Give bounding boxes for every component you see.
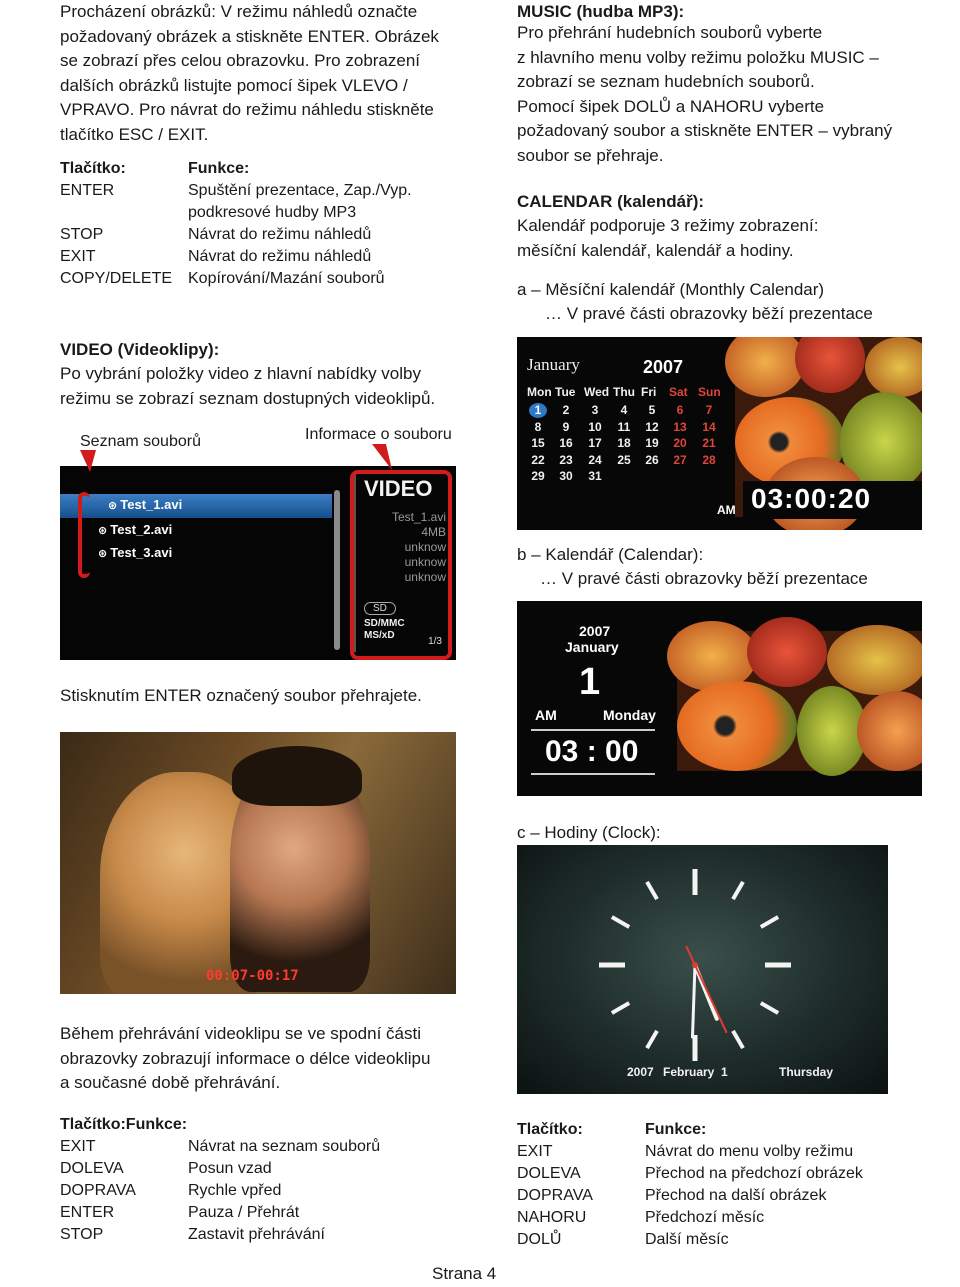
minute-hand bbox=[692, 965, 695, 1037]
clock-tick bbox=[733, 882, 743, 899]
calendar-day[interactable]: 31 bbox=[588, 469, 602, 483]
mode-a-label: a – Měsíční kalendář (Monthly Calendar) bbox=[517, 280, 825, 299]
month-name: January bbox=[527, 355, 580, 374]
divider bbox=[531, 729, 655, 731]
calendar-day[interactable]: 10 bbox=[588, 419, 602, 434]
calendar-day[interactable]: 18 bbox=[617, 436, 631, 450]
table-key: EXIT bbox=[517, 1143, 553, 1160]
table-key: COPY/DELETE bbox=[60, 270, 173, 287]
calendar-day[interactable]: 26 bbox=[645, 452, 659, 467]
second-hand-tail bbox=[695, 965, 726, 1032]
video-description: Po vybrání položky video z hlavní nabídky volby režimu se zobrazí seznam dostupných videoklipů. bbox=[60, 364, 436, 408]
clock-tick bbox=[733, 1031, 743, 1048]
playback-description: Během přehrávání videoklipu se ve spodní části obrazovky zobrazují informace o délce videoklipu a současné době přehrávání. bbox=[60, 1024, 431, 1092]
daily-calendar-screen bbox=[517, 601, 922, 796]
table-key: DOPRAVA bbox=[60, 1182, 136, 1199]
daily-time: 03 : 00 bbox=[545, 735, 639, 768]
page-indicator: 1/3 bbox=[428, 636, 442, 647]
table-header-func: Funkce: bbox=[188, 160, 250, 177]
calendar-day[interactable]: 15 bbox=[531, 436, 545, 450]
year: 2007 bbox=[643, 357, 684, 377]
weekday-label: Wed bbox=[584, 385, 610, 399]
daily-weekday: Monday bbox=[603, 707, 656, 723]
calendar-heading: CALENDAR (kalendář): bbox=[517, 192, 705, 211]
table-header: Tlačítko:Funkce: bbox=[60, 1116, 188, 1133]
fruit bbox=[725, 337, 805, 397]
ampm: AM bbox=[717, 503, 736, 517]
callout-file-list bbox=[78, 492, 90, 578]
file-item[interactable]: ⊛ Test_3.avi bbox=[98, 545, 173, 560]
mode-a-note: … V pravé části obrazovky běží prezentace bbox=[545, 304, 873, 323]
calendar-day[interactable]: 5 bbox=[648, 403, 656, 417]
table-value: Rychle vpřed bbox=[188, 1182, 282, 1199]
clock-tick bbox=[612, 1003, 629, 1013]
clock-center bbox=[692, 962, 698, 968]
pointer-file-list bbox=[80, 450, 96, 472]
man-hair bbox=[232, 746, 362, 806]
table-value: podkresové hudby MP3 bbox=[188, 204, 357, 221]
monthly-calendar-screen bbox=[517, 337, 922, 530]
table-header-func: Funkce: bbox=[645, 1121, 707, 1138]
table-value: Přechod na další obrázek bbox=[645, 1187, 827, 1204]
table-key: EXIT bbox=[60, 248, 96, 265]
table-key: DOLEVA bbox=[60, 1160, 124, 1177]
calendar-day[interactable]: 20 bbox=[673, 436, 687, 450]
label-file-info: Informace o souboru bbox=[305, 426, 452, 443]
table-key: DOPRAVA bbox=[517, 1187, 593, 1204]
fruit bbox=[857, 691, 922, 771]
calendar-day[interactable]: 16 bbox=[559, 436, 573, 450]
calendar-day[interactable]: 7 bbox=[705, 403, 713, 417]
fruit bbox=[677, 681, 797, 771]
table-key: EXIT bbox=[60, 1138, 96, 1155]
calendar-day[interactable]: 22 bbox=[531, 452, 545, 467]
table-key: STOP bbox=[60, 1226, 104, 1243]
calendar-day[interactable]: 27 bbox=[673, 452, 687, 467]
calendar-day[interactable]: 11 bbox=[617, 419, 631, 434]
file-icon: ⊛ bbox=[98, 525, 111, 537]
clock-day: 1 bbox=[721, 1065, 728, 1079]
calendar-day[interactable]: 25 bbox=[617, 452, 631, 467]
calendar-day[interactable]: 13 bbox=[673, 419, 687, 434]
calendar-day[interactable]: 19 bbox=[645, 436, 659, 450]
second-hand bbox=[687, 947, 695, 965]
calendar-day[interactable]: 8 bbox=[534, 419, 542, 434]
calendar-day[interactable]: 17 bbox=[588, 436, 602, 450]
daily-year: 2007 bbox=[579, 623, 611, 639]
table-key: ENTER bbox=[60, 1204, 115, 1221]
weekday-label: Sun bbox=[698, 385, 721, 399]
clock-tick bbox=[612, 917, 629, 927]
daily-day: 1 bbox=[579, 661, 601, 703]
video-timecode: 00:07-00:17 bbox=[206, 968, 299, 984]
weekday-label: Tue bbox=[555, 385, 576, 399]
divider bbox=[531, 773, 655, 775]
clock-year: 2007 bbox=[627, 1065, 654, 1079]
fruit bbox=[865, 337, 922, 397]
enter-instruction: Stisknutím ENTER označený soubor přehrajete. bbox=[60, 686, 422, 705]
table-key: ENTER bbox=[60, 182, 115, 199]
fruit-slideshow bbox=[677, 631, 922, 771]
clock-weekday: Thursday bbox=[779, 1065, 834, 1079]
callout-pointers bbox=[60, 440, 460, 480]
clock-tick bbox=[761, 917, 778, 927]
clock-month: February bbox=[663, 1065, 715, 1079]
panel-title: VIDEO bbox=[364, 476, 433, 501]
calendar-day[interactable]: 1 bbox=[529, 403, 547, 418]
callout-file-info bbox=[350, 470, 452, 660]
table-value: Návrat do menu volby režimu bbox=[645, 1143, 854, 1160]
video-frame bbox=[60, 732, 456, 994]
table-value: Předchozí měsíc bbox=[645, 1209, 765, 1226]
calendar-day[interactable]: 6 bbox=[676, 403, 684, 417]
clock-face bbox=[517, 845, 888, 1094]
table-header-key: Tlačítko: bbox=[60, 160, 126, 177]
music-heading: MUSIC (hudba MP3): bbox=[517, 2, 685, 21]
file-icon: ⊛ bbox=[108, 500, 121, 512]
mode-c-label: c – Hodiny (Clock): bbox=[517, 823, 661, 842]
calendar-day[interactable]: 30 bbox=[559, 469, 573, 483]
calendar-day[interactable]: 29 bbox=[531, 469, 545, 483]
clock-tick bbox=[761, 1003, 778, 1013]
page-number: Strana 4 bbox=[432, 1264, 497, 1283]
file-item[interactable]: ⊛ Test_2.avi bbox=[98, 522, 173, 537]
video-list-screen bbox=[60, 466, 456, 660]
calendar-day[interactable]: 28 bbox=[702, 452, 716, 467]
music-description: Pro přehrání hudebních souborů vyberte z hlavního menu volby režimu položku MUSIC – zobrazí se seznam hudebních souborů. Pomocí šipek DOLŮ a NAHORU vyberte požadovaný soubor a stiskněte ENTER – vybraný soubor se přehraje. bbox=[517, 23, 893, 165]
calendar-description: Kalendář podporuje 3 režimy zobrazení: měsíční kalendář, kalendář a hodiny. bbox=[517, 216, 819, 260]
file-info: Test_1.avi 4MB unknow unknow unknow bbox=[391, 510, 446, 584]
table-key: DOLEVA bbox=[517, 1165, 581, 1182]
weekday-label: Mon bbox=[527, 385, 552, 399]
mode-b-note: … V pravé části obrazovky běží prezentace bbox=[540, 569, 868, 588]
analog-clock-screen bbox=[517, 845, 888, 1094]
table-value: Spuštění prezentace, Zap./Vyp. bbox=[188, 182, 412, 199]
calendar-day[interactable]: 12 bbox=[645, 419, 659, 434]
file-item[interactable]: ⊛ Test_1.avi bbox=[108, 497, 183, 512]
calendar-day[interactable]: 21 bbox=[702, 436, 716, 450]
table-header-key: Tlačítko: bbox=[517, 1121, 583, 1138]
clock-tick bbox=[647, 882, 657, 899]
mode-b-label: b – Kalendář (Calendar): bbox=[517, 545, 704, 564]
fruit bbox=[795, 337, 865, 393]
table-value: Návrat na seznam souborů bbox=[188, 1138, 381, 1155]
fruit bbox=[827, 625, 922, 695]
table-value: Kopírování/Mazání souborů bbox=[188, 270, 385, 287]
fruit bbox=[747, 617, 827, 687]
weekday-label: Sat bbox=[669, 385, 688, 399]
weekday-label: Fri bbox=[641, 385, 657, 399]
file-icon: ⊛ bbox=[98, 548, 111, 560]
table-value: Posun vzad bbox=[188, 1160, 272, 1177]
daily-month: January bbox=[565, 639, 619, 655]
table-value: Přechod na předchozí obrázek bbox=[645, 1165, 863, 1182]
table-value: Pauza / Přehrát bbox=[188, 1204, 300, 1221]
sd-badge: SD bbox=[364, 602, 396, 615]
label-file-list: Seznam souborů bbox=[80, 433, 201, 450]
table-key: NAHORU bbox=[517, 1209, 587, 1226]
table-value: Další měsíc bbox=[645, 1231, 729, 1248]
table-value: Návrat do režimu náhledů bbox=[188, 226, 372, 243]
table-value: Zastavit přehrávání bbox=[188, 1226, 325, 1243]
video-heading: VIDEO (Videoklipy): bbox=[60, 340, 220, 359]
daily-ampm: AM bbox=[535, 707, 557, 723]
table-key: STOP bbox=[60, 226, 104, 243]
calendar-day[interactable]: 14 bbox=[702, 419, 716, 434]
calendar-day[interactable]: 9 bbox=[562, 419, 570, 434]
table-key: DOLŮ bbox=[517, 1231, 562, 1248]
calendar-day[interactable]: 3 bbox=[591, 403, 599, 417]
scrollbar[interactable] bbox=[334, 490, 340, 650]
pointer-file-info bbox=[372, 444, 392, 470]
weekday-label: Thu bbox=[613, 385, 635, 399]
intro-paragraph: Procházení obrázků: V režimu náhledů označte požadovaný obrázek a stiskněte ENTER. Obrázek se zobrazí přes celou obrazovku. Pro zobrazení dalších obrázků listujte pomocí šipek VLEVO / VPRAVO. Pro návrat do režimu náhledu stiskněte tlačítko ESC / EXIT. bbox=[60, 2, 439, 144]
table-value: Návrat do režimu náhledů bbox=[188, 248, 372, 265]
selected-row bbox=[60, 494, 332, 518]
clock-tick bbox=[647, 1031, 657, 1048]
calendar-day[interactable]: 23 bbox=[559, 452, 573, 467]
time-display: 03:00:20 bbox=[751, 483, 872, 514]
calendar-day[interactable]: 24 bbox=[588, 452, 602, 467]
calendar-day[interactable]: 2 bbox=[562, 403, 570, 417]
card-types: SD/MMC MS/xD bbox=[364, 618, 405, 641]
calendar-day[interactable]: 4 bbox=[620, 403, 628, 417]
